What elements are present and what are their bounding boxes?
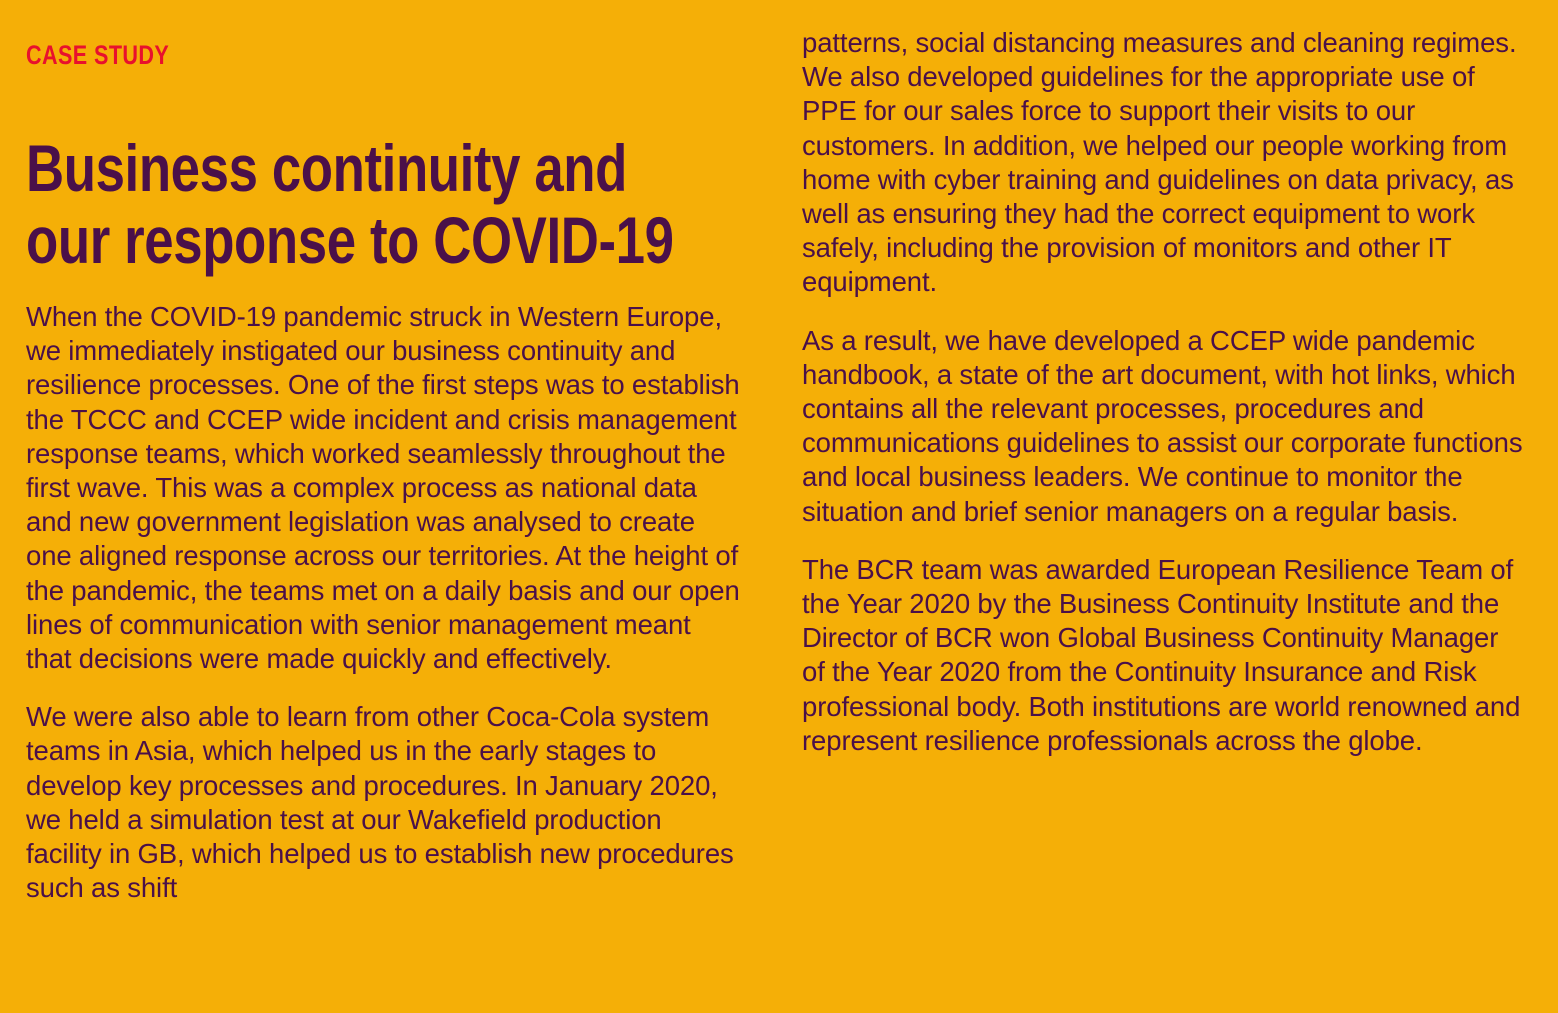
paragraph: patterns, social distancing measures and cleaning regimes. We also developed guidelines for the appropriate use of PPE for our sales force to support their visits to our customers. In addition, we helped our people working from home with cyber training and guidelines on data privacy, as well as ensuring they had the correct equipment to work safely, including the provision of monitors and other IT equipment.: [802, 27, 1517, 298]
page-title-line-1: Business continuity and: [26, 131, 628, 206]
case-study-eyebrow-label: CASE STUDY: [26, 40, 170, 70]
page-title-line-2: our response to COVID-19: [26, 203, 674, 278]
right-column: [802, 26, 1524, 758]
left-column: [26, 0, 742, 1013]
paragraph: As a result, we have developed a CCEP wide pandemic handbook, a state of the art document, with hot links, which contains all the relevant processes, procedures and communications guidelines to assist our corporate functions and local business leaders. We continue to monitor the situation and brief senior managers on a regular basis.: [802, 324, 1523, 527]
left-column-body: [26, 300, 742, 905]
paragraph: The BCR team was awarded European Resilience Team of the Year 2020 by the Business Continuity Institute and the Director of BCR won Global Business Continuity Manager of the Year 2020 from the Continuity Insurance and Risk professional body. Both institutions are world renowned and represent resilience professionals across the globe.: [802, 553, 1521, 756]
page-title: [26, 132, 746, 276]
paragraph: When the COVID-19 pandemic struck in Western Europe, we immediately instigated our business continuity and resilience processes. One of the first steps was to establish the TCCC and CCEP wide incident and crisis management response teams, which worked seamlessly throughout the first wave. This was a complex process as national data and new government legislation was analysed to create one aligned response across our territories. At the height of the pandemic, the teams met on a daily basis and our open lines of communication with senior management meant that decisions were made quickly and effectively.: [26, 301, 740, 675]
paragraph: We were also able to learn from other Coca-Cola system teams in Asia, which helped us in the early stages to develop key processes and procedures. In January 2020, we held a simulation test at our Wakefield production facility in GB, which helped us to establish new procedures such as shift: [26, 701, 734, 904]
